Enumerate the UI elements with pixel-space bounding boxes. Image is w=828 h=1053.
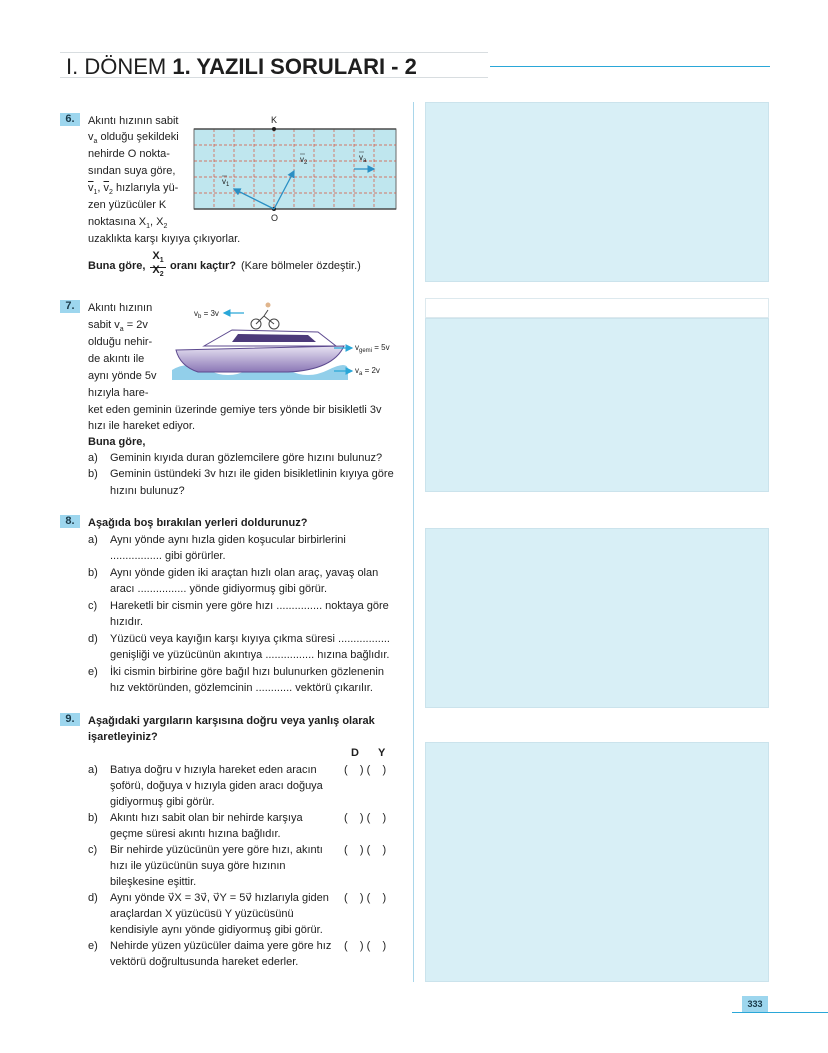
answer-box-q7[interactable] <box>425 318 769 492</box>
column-y-header: Y <box>378 747 386 759</box>
title-light: I. DÖNEM <box>66 54 167 79</box>
q9-title-2: işaretleyiniz? <box>88 731 158 743</box>
q7-line-4: de akıntı ile <box>88 353 145 365</box>
river-grid-figure <box>193 113 405 225</box>
footer-rule <box>732 1012 828 1013</box>
label-vb: $v_b = 3v$ <box>194 309 219 320</box>
q8-title: Aşağıda boş bırakılan yerleri doldurunuz? <box>88 517 308 529</box>
q6-line-7: noktasına $X_1$, $X_2$ <box>88 216 168 231</box>
true-false-mark[interactable]: ( ) ( ) <box>344 892 387 904</box>
point-k <box>272 127 276 131</box>
label-va: $v_a = 2v$ <box>355 366 380 377</box>
page-number: 333 <box>742 996 768 1012</box>
q7-line-3: olduğu nehir- <box>88 336 153 348</box>
label-k: K <box>271 115 278 125</box>
q6-line-3: nehirde O nokta- <box>88 148 170 160</box>
question-number: 6. <box>60 113 80 126</box>
answer-box-q6[interactable] <box>425 102 769 282</box>
q7-line-1: Akıntı hızının <box>88 302 153 314</box>
q7-line-7: ket eden geminin üzerinde gemiye ters yönde bir bisikletli 3v <box>88 404 382 416</box>
q7-line-8: hızı ile hareket ediyor. <box>88 420 196 432</box>
yacht-figure <box>168 300 400 386</box>
question-9: 9. Aşağıdaki yargıların karşısına doğru veya yanlış olarak işaretleyiniz? D Y a) Batıya doğru v hızıyla hareket eden aracın şoförü, doğuya v hızıyla giden aracı doğuya gidiyormuş gibi görür. ( ) ( ) b) Akıntı hızı sabit olan bir nehirde karşıya geçme süresi akıntı hızına bağlıdır. ( ) ( ) c) Bir nehirde yüzücünün yere göre hızı, akıntı hızı ile yüzücünün suya göre hızının bileşkesine eşittir. ( ) ( ) d) Aynı yönde v⃗X = 3v⃗, v⃗Y = 5v⃗ hızlarıyla giden araçlardan X yüzücüsü Y yüzücüsünü kendisiyle aynı yönde gidiyormuş gibi görür. ( ) ( ) e) Nehirde yüzen yüzücüler daima yere göre hız vektörü doğrultusunda hareket ederler. ( ) ( ) <box>60 713 405 973</box>
question-number: 8. <box>60 515 80 528</box>
label-vgemi: $v_{gemi} = 5v$ <box>355 343 390 354</box>
question-7: 7. Akıntı hızının sabit $v_a = 2v$ olduğu nehir- de akıntı ile aynı yönde 5v hızıyla hare- ket eden geminin üzerinde gemiye ters yönde bir bisikletli 3v hızı ile hareket ediyor. Buna göre, a) Geminin kıyıda duran gözlemcilere göre hızını bulunuz? b) Geminin üstündeki 3v hızı ile giden bisikletlinin kıyıya göre hızını bulunuz? $v_b = 3v$ $v_{gemi} = 5v$ $v_a = 2v$ <box>60 300 405 500</box>
q6-line-6: zen yüzücüler K <box>88 199 167 211</box>
q6-line-4: sından suya göre, <box>88 165 176 177</box>
yacht-hull <box>176 346 344 372</box>
q6-line-5: $\overline{v}_1$, $\overline{v}_2$ hızlarıyla yü- <box>88 182 179 197</box>
question-number: 9. <box>60 713 80 726</box>
q7-prompt: Buna göre, <box>88 436 146 448</box>
label-v2: $v_2$ <box>300 155 308 166</box>
header-rule <box>490 66 770 67</box>
q6-line-8: uzaklıkta karşı kıyıya çıkıyorlar. <box>88 233 241 245</box>
title-bold: 1. YAZILI SORULARI - 2 <box>172 54 417 79</box>
column-divider <box>413 102 414 982</box>
label-v1: $v_1$ <box>222 177 230 188</box>
column-d-header: D <box>351 747 359 759</box>
q7-line-6: hızıyla hare- <box>88 387 149 399</box>
cyclist <box>251 303 279 330</box>
question-number: 7. <box>60 300 80 313</box>
answer-box-q9[interactable] <box>425 742 769 982</box>
question-6: 6. Akıntı hızının sabit $v_a$ olduğu şekildeki nehirde O nokta- sından suya göre, $\overline{v}_1$, $\overline{v}_2$ hızlarıyla yü- zen yüzücüler K noktasına $X_1$, $X_2$ uzaklıkta karşı kıyıya çıkıyorlar. Buna göre, $X_1$ $X_2$ oranı kaçtır? (Kare bölmeler özdeştir.) K O $v_1$ $v_2$ $v_a$ <box>60 113 405 283</box>
question-8: 8. Aşağıda boş bırakılan yerleri doldurunuz? a) Aynı yönde aynı hızla giden koşucular birbirlerini ................. gibi görürler. b) Aynı yönde giden iki araçtan hızlı olan araç, yavaş olan aracı ................ yönde gidiyormuş gibi görür. c) Hareketli bir cismin yere göre hızı ............... noktaya göre hızıdır. d) Yüzücü veya kayığın karşı kıyıya çıkma süresi ................. genişliği ve yüzücünün akıntıya ................ hızına bağlıdır. e) İki cismin birbirine göre bağıl hızı bulunurken gözlenenin hız vektöründen, gözlemcinin ............ vektörü çıkarılır. <box>60 515 405 705</box>
true-false-mark[interactable]: ( ) ( ) <box>344 812 387 824</box>
q6-line-1: Akıntı hızının sabit <box>88 115 179 127</box>
q7-line-5: aynı yönde 5v <box>88 370 157 382</box>
label-o: O <box>271 213 279 223</box>
true-false-mark[interactable]: ( ) ( ) <box>344 844 387 856</box>
true-false-mark[interactable]: ( ) ( ) <box>344 940 387 952</box>
page-title <box>66 54 417 80</box>
q6-line-2: $v_a$ olduğu şekildeki <box>88 131 179 146</box>
answer-box-q8[interactable] <box>425 528 769 708</box>
true-false-mark[interactable]: ( ) ( ) <box>344 764 387 776</box>
answer-box-q7-tab <box>425 298 769 318</box>
label-va: $v_a$ <box>359 153 367 164</box>
q7-line-2: sabit $v_a = 2v$ <box>88 319 148 334</box>
q9-title-1: Aşağıdaki yargıların karşısına doğru veya yanlış olarak <box>88 715 375 727</box>
